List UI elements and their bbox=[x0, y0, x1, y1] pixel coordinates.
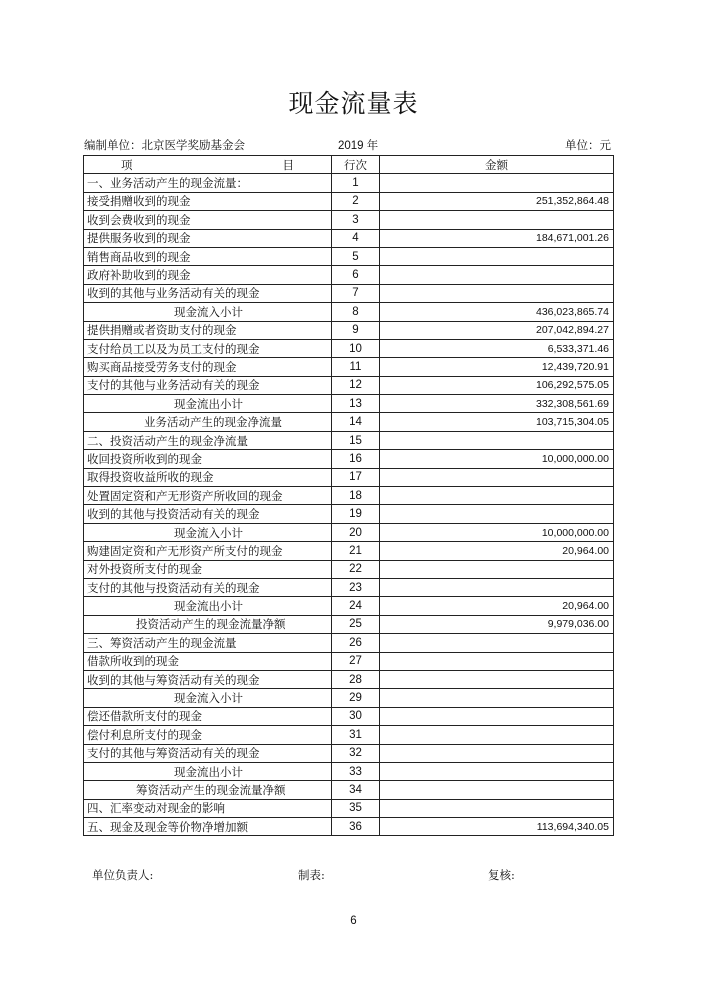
row-label: 收到的其他与筹资活动有关的现金 bbox=[84, 670, 332, 688]
row-number: 7 bbox=[332, 284, 380, 302]
row-amount bbox=[380, 781, 614, 799]
row-amount: 10,000,000.00 bbox=[380, 523, 614, 541]
row-label: 偿还借款所支付的现金 bbox=[84, 707, 332, 725]
row-number: 4 bbox=[332, 229, 380, 247]
table-row bbox=[84, 395, 614, 413]
row-label: 借款所收到的现金 bbox=[84, 652, 332, 670]
table-row bbox=[84, 744, 614, 762]
row-amount: 103,715,304.05 bbox=[380, 413, 614, 431]
row-label: 收回投资所收到的现金 bbox=[84, 450, 332, 468]
row-number: 26 bbox=[332, 634, 380, 652]
row-amount: 332,308,561.69 bbox=[380, 395, 614, 413]
report-year bbox=[338, 137, 378, 153]
page-number: 6 bbox=[350, 915, 357, 927]
row-number: 33 bbox=[332, 762, 380, 780]
table-row bbox=[84, 615, 614, 633]
row-amount: 20,964.00 bbox=[380, 597, 614, 615]
row-label: 支付的其他与筹资活动有关的现金 bbox=[84, 744, 332, 762]
row-amount bbox=[380, 174, 614, 192]
row-amount bbox=[380, 211, 614, 229]
table-row bbox=[84, 450, 614, 468]
row-amount bbox=[380, 670, 614, 688]
row-amount bbox=[380, 634, 614, 652]
page-title: 现金流量表 bbox=[288, 89, 419, 118]
row-label: 现金流入小计 bbox=[84, 523, 332, 541]
row-amount: 106,292,575.05 bbox=[380, 376, 614, 394]
row-label: 接受捐赠收到的现金 bbox=[84, 192, 332, 210]
row-label: 现金流入小计 bbox=[84, 689, 332, 707]
row-amount bbox=[380, 799, 614, 817]
report-meta bbox=[84, 137, 611, 153]
table-row bbox=[84, 762, 614, 780]
row-number: 24 bbox=[332, 597, 380, 615]
row-amount: 113,694,340.05 bbox=[380, 818, 614, 836]
row-amount bbox=[380, 726, 614, 744]
row-label: 对外投资所支付的现金 bbox=[84, 560, 332, 578]
table-row bbox=[84, 487, 614, 505]
row-number: 29 bbox=[332, 689, 380, 707]
row-number: 32 bbox=[332, 744, 380, 762]
row-label: 收到会费收到的现金 bbox=[84, 211, 332, 229]
header-row-number: 行次 bbox=[332, 156, 380, 174]
row-label: 现金流出小计 bbox=[84, 762, 332, 780]
table-row bbox=[84, 376, 614, 394]
table-row bbox=[84, 266, 614, 284]
row-number: 20 bbox=[332, 523, 380, 541]
row-label: 现金流入小计 bbox=[84, 303, 332, 321]
row-label: 三、筹资活动产生的现金流量 bbox=[84, 634, 332, 652]
row-amount: 6,533,371.46 bbox=[380, 339, 614, 357]
row-number: 10 bbox=[332, 339, 380, 357]
table-header-row bbox=[84, 156, 614, 174]
header-amount: 金额 bbox=[380, 156, 614, 174]
table-row bbox=[84, 413, 614, 431]
row-number: 28 bbox=[332, 670, 380, 688]
table-row bbox=[84, 339, 614, 357]
row-label: 收到的其他与业务活动有关的现金 bbox=[84, 284, 332, 302]
row-label: 筹资活动产生的现金流量净额 bbox=[84, 781, 332, 799]
row-number: 16 bbox=[332, 450, 380, 468]
table-row bbox=[84, 284, 614, 302]
row-label: 提供捐赠或者资助支付的现金 bbox=[84, 321, 332, 339]
row-label: 偿付利息所支付的现金 bbox=[84, 726, 332, 744]
row-label: 支付的其他与业务活动有关的现金 bbox=[84, 376, 332, 394]
prepared-label: 制表: bbox=[298, 868, 325, 882]
row-label: 现金流出小计 bbox=[84, 395, 332, 413]
row-amount: 12,439,720.91 bbox=[380, 358, 614, 376]
table-row bbox=[84, 192, 614, 210]
row-amount bbox=[380, 762, 614, 780]
row-label: 政府补助收到的现金 bbox=[84, 266, 332, 284]
table-row bbox=[84, 321, 614, 339]
table-row bbox=[84, 358, 614, 376]
table-row bbox=[84, 670, 614, 688]
row-number: 8 bbox=[332, 303, 380, 321]
row-amount bbox=[380, 707, 614, 725]
row-amount: 207,042,894.27 bbox=[380, 321, 614, 339]
row-number: 25 bbox=[332, 615, 380, 633]
row-number: 5 bbox=[332, 247, 380, 265]
table-row bbox=[84, 597, 614, 615]
row-label: 现金流出小计 bbox=[84, 597, 332, 615]
row-label: 提供服务收到的现金 bbox=[84, 229, 332, 247]
table-row bbox=[84, 799, 614, 817]
row-label: 购买商品接受劳务支付的现金 bbox=[84, 358, 332, 376]
row-number: 23 bbox=[332, 578, 380, 596]
row-amount bbox=[380, 468, 614, 486]
row-label: 投资活动产生的现金流量净额 bbox=[84, 615, 332, 633]
year-suffix: 年 bbox=[366, 138, 379, 152]
reviewed-label: 复核: bbox=[488, 868, 515, 882]
row-amount: 184,671,001.26 bbox=[380, 229, 614, 247]
row-label: 取得投资收益所收的现金 bbox=[84, 468, 332, 486]
row-number: 11 bbox=[332, 358, 380, 376]
row-number: 36 bbox=[332, 818, 380, 836]
signature-footer bbox=[84, 867, 611, 883]
row-label: 收到的其他与投资活动有关的现金 bbox=[84, 505, 332, 523]
row-amount bbox=[380, 652, 614, 670]
row-amount bbox=[380, 431, 614, 449]
row-amount bbox=[380, 247, 614, 265]
header-item-left: 项 bbox=[121, 157, 133, 172]
table-row bbox=[84, 726, 614, 744]
table-row bbox=[84, 303, 614, 321]
row-number: 13 bbox=[332, 395, 380, 413]
row-number: 21 bbox=[332, 542, 380, 560]
row-label: 五、现金及现金等价物净增加额 bbox=[84, 818, 332, 836]
row-label: 业务活动产生的现金净流量 bbox=[84, 413, 332, 431]
header-item-right: 目 bbox=[282, 157, 294, 172]
row-label: 购建固定资和产无形资产所支付的现金 bbox=[84, 542, 332, 560]
table-row bbox=[84, 247, 614, 265]
table-row bbox=[84, 652, 614, 670]
year-value: 2019 bbox=[338, 140, 364, 152]
row-number: 34 bbox=[332, 781, 380, 799]
row-label: 支付给员工以及为员工支付的现金 bbox=[84, 339, 332, 357]
row-label: 一、业务活动产生的现金流量： bbox=[84, 174, 332, 192]
row-number: 17 bbox=[332, 468, 380, 486]
row-label: 四、汇率变动对现金的影响 bbox=[84, 799, 332, 817]
row-number: 6 bbox=[332, 266, 380, 284]
row-number: 15 bbox=[332, 431, 380, 449]
currency-unit: 单位：元 bbox=[565, 138, 611, 152]
row-number: 31 bbox=[332, 726, 380, 744]
table-row bbox=[84, 578, 614, 596]
table-row bbox=[84, 431, 614, 449]
table-row bbox=[84, 634, 614, 652]
cash-flow-table bbox=[83, 155, 614, 836]
table-row bbox=[84, 707, 614, 725]
row-number: 2 bbox=[332, 192, 380, 210]
row-number: 35 bbox=[332, 799, 380, 817]
row-number: 18 bbox=[332, 487, 380, 505]
row-amount: 436,023,865.74 bbox=[380, 303, 614, 321]
row-label: 支付的其他与投资活动有关的现金 bbox=[84, 578, 332, 596]
table-row bbox=[84, 505, 614, 523]
row-number: 14 bbox=[332, 413, 380, 431]
row-number: 27 bbox=[332, 652, 380, 670]
header-item bbox=[84, 156, 332, 174]
table-row bbox=[84, 542, 614, 560]
row-number: 9 bbox=[332, 321, 380, 339]
row-number: 30 bbox=[332, 707, 380, 725]
row-amount: 10,000,000.00 bbox=[380, 450, 614, 468]
row-amount bbox=[380, 689, 614, 707]
table-row bbox=[84, 689, 614, 707]
row-number: 12 bbox=[332, 376, 380, 394]
row-amount bbox=[380, 560, 614, 578]
row-label: 销售商品收到的现金 bbox=[84, 247, 332, 265]
row-label: 二、投资活动产生的现金净流量 bbox=[84, 431, 332, 449]
table-row bbox=[84, 523, 614, 541]
table-row bbox=[84, 174, 614, 192]
table-row bbox=[84, 560, 614, 578]
row-amount: 251,352,864.48 bbox=[380, 192, 614, 210]
org-label: 编制单位：北京医学奖励基金会 bbox=[84, 138, 245, 152]
row-amount bbox=[380, 284, 614, 302]
table-row bbox=[84, 211, 614, 229]
table-body bbox=[84, 174, 614, 836]
row-number: 3 bbox=[332, 211, 380, 229]
row-label: 处置固定资和产无形资产所收回的现金 bbox=[84, 487, 332, 505]
responsible-label: 单位负责人: bbox=[92, 868, 154, 882]
table-row bbox=[84, 781, 614, 799]
row-amount bbox=[380, 578, 614, 596]
table-row bbox=[84, 468, 614, 486]
row-amount bbox=[380, 744, 614, 762]
row-number: 1 bbox=[332, 174, 380, 192]
row-amount bbox=[380, 266, 614, 284]
row-number: 19 bbox=[332, 505, 380, 523]
table-row bbox=[84, 229, 614, 247]
row-amount bbox=[380, 505, 614, 523]
row-amount bbox=[380, 487, 614, 505]
row-amount: 20,964.00 bbox=[380, 542, 614, 560]
row-number: 22 bbox=[332, 560, 380, 578]
table-row bbox=[84, 818, 614, 836]
row-amount: 9,979,036.00 bbox=[380, 615, 614, 633]
